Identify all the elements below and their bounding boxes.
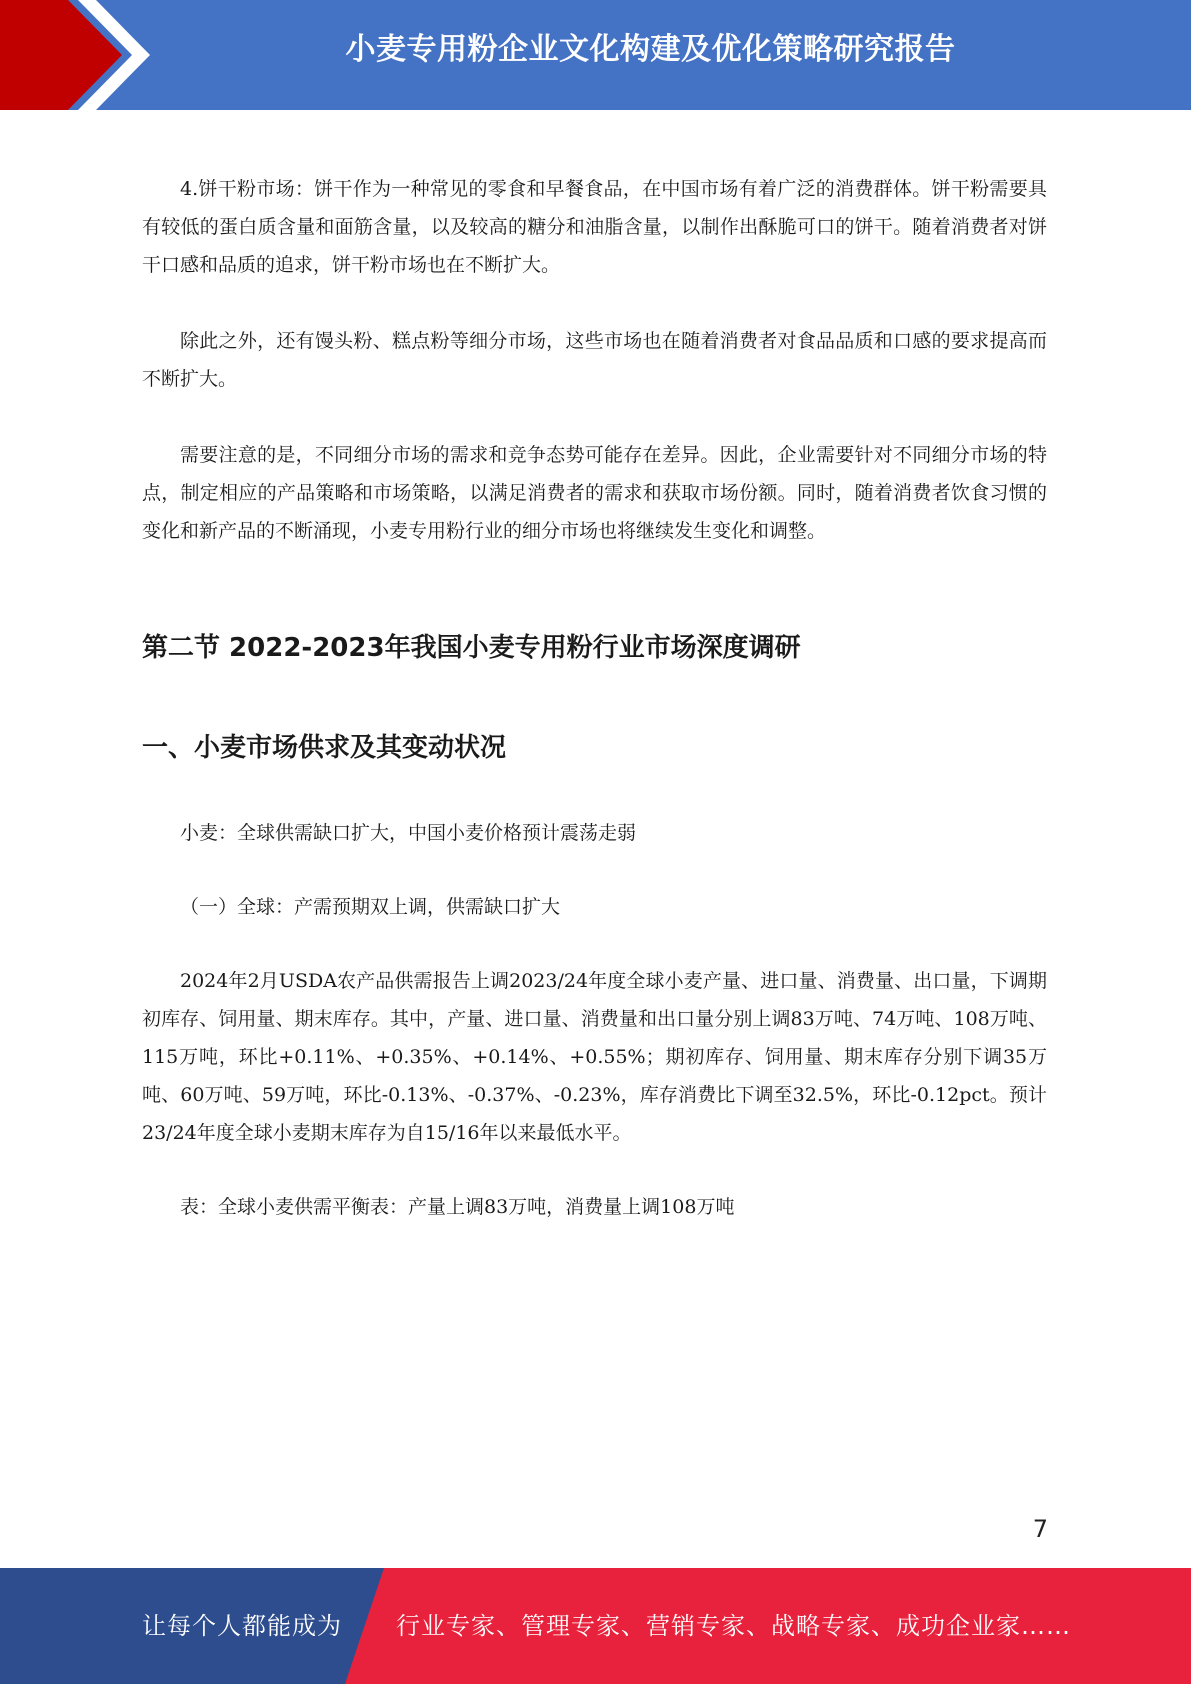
subsection-heading: 一、小麦市场供求及其变动状况: [142, 733, 507, 763]
paragraph-usda-report: 2024年2月USDA农产品供需报告上调2023/24年度全球小麦产量、进口量、消费量、出口量，下调期初库存、饲用量、期末库存。其中，产量、进口量、消费量和出口量分别上调83万吨、74万吨、108万吨、115万吨，环比+0.11%、+0.35%、+0.14%、+0.55%；期初库存、饲用量、期末库存分别下调35万吨、60万吨、59万吨，环比-0.13%、-0.37%、-0.23%，库存消费比下调至32.5%，环比-0.12pct。预计23/24年度全球小麦期末库存为自15/16年以来最低水平。: [142, 970, 1047, 1144]
footer-slogan-right: 行业专家、管理专家、营销专家、战略专家、成功企业家……: [396, 1612, 1071, 1640]
section-heading: 第二节 2022-2023年我国小麦专用粉行业市场深度调研: [142, 633, 801, 663]
page-number: 7: [1032, 1515, 1048, 1543]
paragraph-wheat-summary: 小麦：全球供需缺口扩大，中国小麦价格预计震荡走弱: [180, 822, 637, 844]
page-header: [0, 0, 1191, 110]
table-caption: 表：全球小麦供需平衡表：产量上调83万吨，消费量上调108万吨: [180, 1196, 735, 1218]
paragraph-global-heading: （一）全球：产需预期双上调，供需缺口扩大: [180, 896, 561, 918]
paragraph-other-segments: 除此之外，还有馒头粉、糕点粉等细分市场，这些市场也在随着消费者对食品品质和口感的要求提高而不断扩大。: [142, 330, 1047, 390]
page-content: [142, 170, 1047, 1226]
header-chevron-graphic: [0, 0, 160, 110]
paragraph-biscuit-flour: 4.饼干粉市场：饼干作为一种常见的零食和早餐食品，在中国市场有着广泛的消费群体。饼干粉需要具有较低的蛋白质含量和面筋含量，以及较高的糖分和油脂含量，以制作出酥脆可口的饼干。随着消费者对饼干口感和品质的追求，饼干粉市场也在不断扩大。: [142, 178, 1047, 276]
paragraph-segment-note: 需要注意的是，不同细分市场的需求和竞争态势可能存在差异。因此，企业需要针对不同细分市场的特点，制定相应的产品策略和市场策略，以满足消费者的需求和获取市场份额。同时，随着消费者饮食习惯的变化和新产品的不断涌现，小麦专用粉行业的细分市场也将继续发生变化和调整。: [142, 444, 1047, 542]
report-title: 小麦专用粉企业文化构建及优化策略研究报告: [345, 32, 956, 67]
page-footer: [0, 1568, 1191, 1684]
footer-slogan-left: 让每个人都能成为: [142, 1612, 342, 1640]
